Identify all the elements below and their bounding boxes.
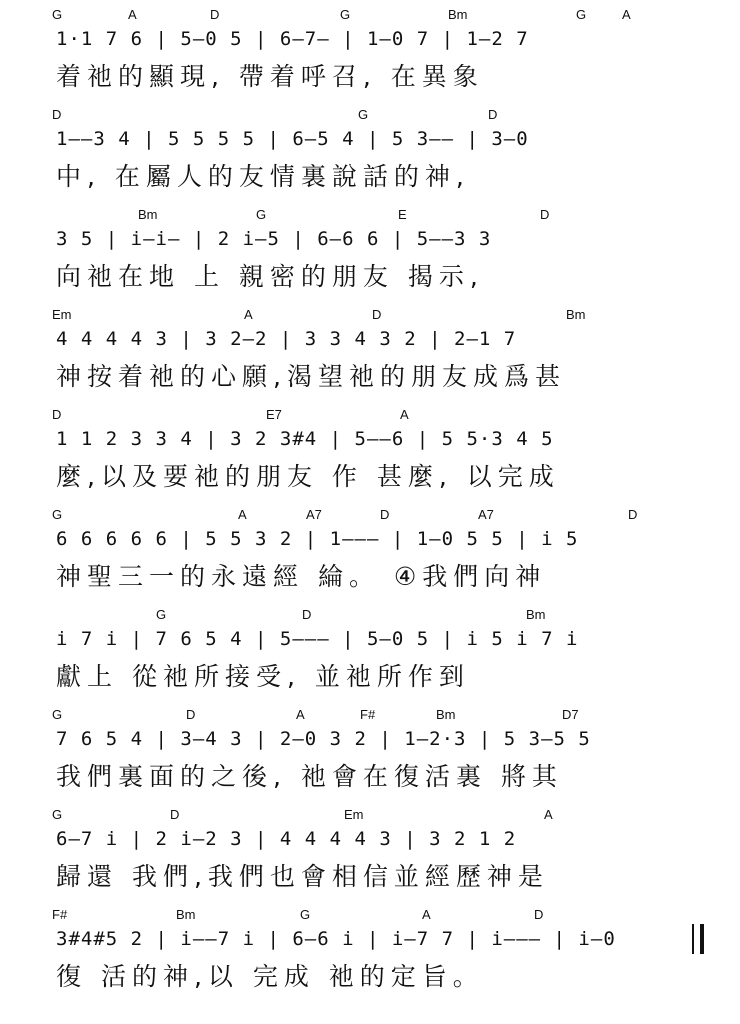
- music-system: [0, 2, 740, 102]
- chord-symbol: G: [52, 707, 63, 722]
- chord-symbol: A: [622, 7, 631, 22]
- music-system: [0, 702, 740, 802]
- chord-symbol: A: [244, 307, 253, 322]
- chord-symbol: Bm: [448, 7, 468, 22]
- notation-line: 3 5 | i—i— | 2 i—5 | 6—6 6 | 5——3 3: [56, 228, 492, 250]
- chord-symbol: G: [52, 807, 63, 822]
- chord-symbol: G: [576, 7, 587, 22]
- chord-symbol: F#: [52, 907, 68, 922]
- chord-symbol: Bm: [566, 307, 586, 322]
- chord-symbol: F#: [360, 707, 376, 722]
- lyric-line: 着祂的顯現, 帶着呼召, 在異象: [56, 62, 484, 91]
- chord-symbol: D: [628, 507, 638, 522]
- chord-symbol: A: [422, 907, 431, 922]
- music-system: [0, 902, 740, 1002]
- lyric-line: 歸還 我們,我們也會相信並經歷神是: [56, 862, 549, 891]
- chord-symbol: D: [52, 407, 62, 422]
- chord-symbol: D7: [562, 707, 579, 722]
- chord-symbol: D: [540, 207, 550, 222]
- chord-symbol: Bm: [526, 607, 546, 622]
- music-system: [0, 802, 740, 902]
- chord-symbol: Bm: [138, 207, 158, 222]
- chord-symbol: E7: [266, 407, 282, 422]
- chord-symbol: D: [372, 307, 382, 322]
- chord-symbol: Bm: [436, 707, 456, 722]
- chord-symbol: Bm: [176, 907, 196, 922]
- music-system: [0, 202, 740, 302]
- lyric-line: 神聖三一的永遠經 綸。 ④我們向神: [56, 562, 547, 591]
- notation-line: 1·1 7 6 | 5—0 5 | 6—7— | 1—0 7 | 1—2 7: [56, 28, 529, 50]
- lyric-line: 神按着祂的心願,渴望祂的朋友成爲甚: [56, 362, 566, 391]
- chord-symbol: G: [256, 207, 267, 222]
- music-system: [0, 502, 740, 602]
- chord-symbol: G: [52, 7, 63, 22]
- notation-line: 1——3 4 | 5 5 5 5 | 6—5 4 | 5 3—— | 3—0: [56, 128, 529, 150]
- chord-symbol: A7: [306, 507, 322, 522]
- chord-symbol: A: [128, 7, 137, 22]
- final-barline: [692, 924, 704, 954]
- chord-symbol: G: [300, 907, 311, 922]
- chord-symbol: Em: [52, 307, 72, 322]
- lyric-line: 向祂在地 上 親密的朋友 揭示,: [56, 262, 484, 291]
- chord-symbol: G: [340, 7, 351, 22]
- notation-line: 6 6 6 6 6 | 5 5 3 2 | 1——— | 1—0 5 5 | i 5: [56, 528, 579, 550]
- lyric-line: 復 活的神,以 完成 祂的定旨。: [56, 962, 484, 991]
- chord-symbol: A: [238, 507, 247, 522]
- chord-symbol: D: [534, 907, 544, 922]
- chord-symbol: A: [544, 807, 553, 822]
- notation-line: 6—7 i | 2 i—2 3 | 4 4 4 4 3 | 3 2 1 2: [56, 828, 517, 850]
- chord-symbol: A7: [478, 507, 494, 522]
- chord-symbol: G: [358, 107, 369, 122]
- notation-line: 1 1 2 3 3 4 | 3 2 3#4 | 5——6 | 5 5·3 4 5: [56, 428, 554, 450]
- chord-symbol: D: [210, 7, 220, 22]
- chord-symbol: E: [398, 207, 407, 222]
- chord-symbol: A: [400, 407, 409, 422]
- lyric-line: 我們裏面的之後, 祂會在復活裏 將其: [56, 762, 563, 791]
- chord-symbol: D: [186, 707, 196, 722]
- music-system: [0, 102, 740, 202]
- notation-line: 4 4 4 4 3 | 3 2—2 | 3 3 4 3 2 | 2—1 7: [56, 328, 517, 350]
- lyric-line: 獻上 從祂所接受, 並祂所作到: [56, 662, 470, 691]
- chord-symbol: Em: [344, 807, 364, 822]
- lyric-line: 中, 在屬人的友情裏說話的神,: [56, 162, 470, 191]
- chord-symbol: G: [52, 507, 63, 522]
- notation-line: i 7 i | 7 6 5 4 | 5——— | 5—0 5 | i 5 i 7 i: [56, 628, 579, 650]
- chord-symbol: D: [170, 807, 180, 822]
- chord-symbol: A: [296, 707, 305, 722]
- chord-symbol: G: [156, 607, 167, 622]
- notation-line: 3#4#5 2 | i——7 i | 6—6 i | i—7 7 | i——— | i—0: [56, 928, 616, 950]
- music-system: [0, 302, 740, 402]
- music-system: [0, 402, 740, 502]
- chord-symbol: D: [52, 107, 62, 122]
- chord-symbol: D: [380, 507, 390, 522]
- notation-line: 7 6 5 4 | 3—4 3 | 2—0 3 2 | 1—2·3 | 5 3—5 5: [56, 728, 591, 750]
- music-system: [0, 602, 740, 702]
- lyric-line: 麼,以及要祂的朋友 作 甚麼, 以完成: [56, 462, 560, 491]
- chord-symbol: D: [302, 607, 312, 622]
- chord-symbol: D: [488, 107, 498, 122]
